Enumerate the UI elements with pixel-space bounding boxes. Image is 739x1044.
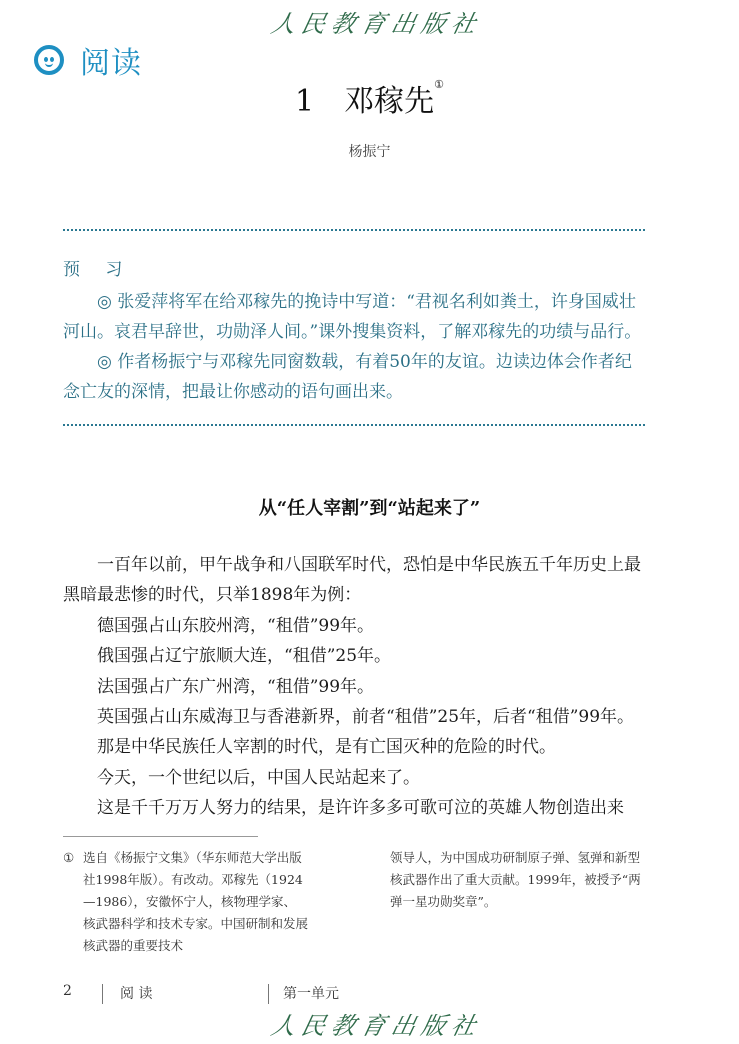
divider (63, 229, 645, 231)
publisher-logo: 人民教育出版社 (268, 10, 485, 38)
page-number: 2 (63, 983, 72, 999)
author: 杨振宁 (348, 144, 391, 160)
lesson-title-text: 邓稼先 (344, 84, 435, 119)
publisher-logo: 人民教育出版社 (268, 1012, 485, 1040)
divider (63, 424, 645, 426)
paragraph: 这是千千万万人努力的结果，是许许多多可歌可泣的英雄人物创造出来 (97, 798, 624, 819)
paragraph: 俄国强占辽宁旅顺大连，“租借”25年。 (97, 646, 392, 667)
footer-unit: 第一单元 (283, 986, 339, 1002)
paragraph: 一百年以前，甲午战争和八国联军时代，恐怕是中华民族五千年历史上最黑暗最悲惨的时代，只举1898年为例： (63, 555, 641, 606)
preview-box (63, 255, 645, 407)
footer-section: 阅 读 (120, 986, 153, 1002)
section-title: 阅读 (80, 46, 142, 81)
footnote-right-column: 领导人，为中国成功研制原子弹、氢弹和新型核武器作出了重大贡献。1999年，被授予“两弹一星功勋奖章”。 (390, 850, 641, 909)
paragraph: 法国强占广东广州湾，“租借”99年。 (97, 676, 375, 697)
paragraph: 德国强占山东胶州湾，“租借”99年。 (97, 615, 375, 636)
paragraph: 那是中华民族任人宰割的时代，是有亡国灭种的危险的时代。 (97, 737, 556, 758)
section-subtitle: 从“任人宰割”到“站起来了” (258, 498, 481, 519)
footnote-number: ① (63, 850, 75, 865)
lesson-title (0, 76, 739, 120)
lesson-number: 1 (295, 84, 315, 119)
smiley-face-icon (34, 45, 64, 75)
preview-item: ◎ 作者杨振宁与邓稼先同窗数载，有着50年的友谊。边读边体会作者纪念亡友的深情，把最让你感动的语句画出来。 (63, 352, 632, 402)
preview-item: ◎ 张爱萍将军在给邓稼先的挽诗中写道：“君视名利如粪土，许身国威壮河山。哀君早辞世，功勋泽人间。”课外搜集资料，了解邓稼先的功绩与品行。 (63, 292, 642, 342)
paragraph: 英国强占山东威海卫与香港新界，前者“租借”25年，后者“租借”99年。 (97, 707, 635, 728)
footer-separator (268, 984, 269, 1004)
footnote-mark[interactable]: ① (434, 78, 444, 91)
body-text (63, 550, 647, 824)
footnote-text: 选自《杨振宁文集》（华东师范大学出版社1998年版）。有改动。邓稼先（1924—1986），安徽怀宁人，核物理学家、核武器科学和技术专家。中国研制和发展核武器的重要技术 (83, 850, 309, 953)
preview-heading: 预 习 (63, 260, 133, 280)
footer-separator (102, 984, 103, 1004)
paragraph: 今天，一个世纪以后，中国人民站起来了。 (97, 767, 420, 788)
footnote-left-column (63, 847, 308, 957)
footnote-rule (63, 836, 258, 837)
